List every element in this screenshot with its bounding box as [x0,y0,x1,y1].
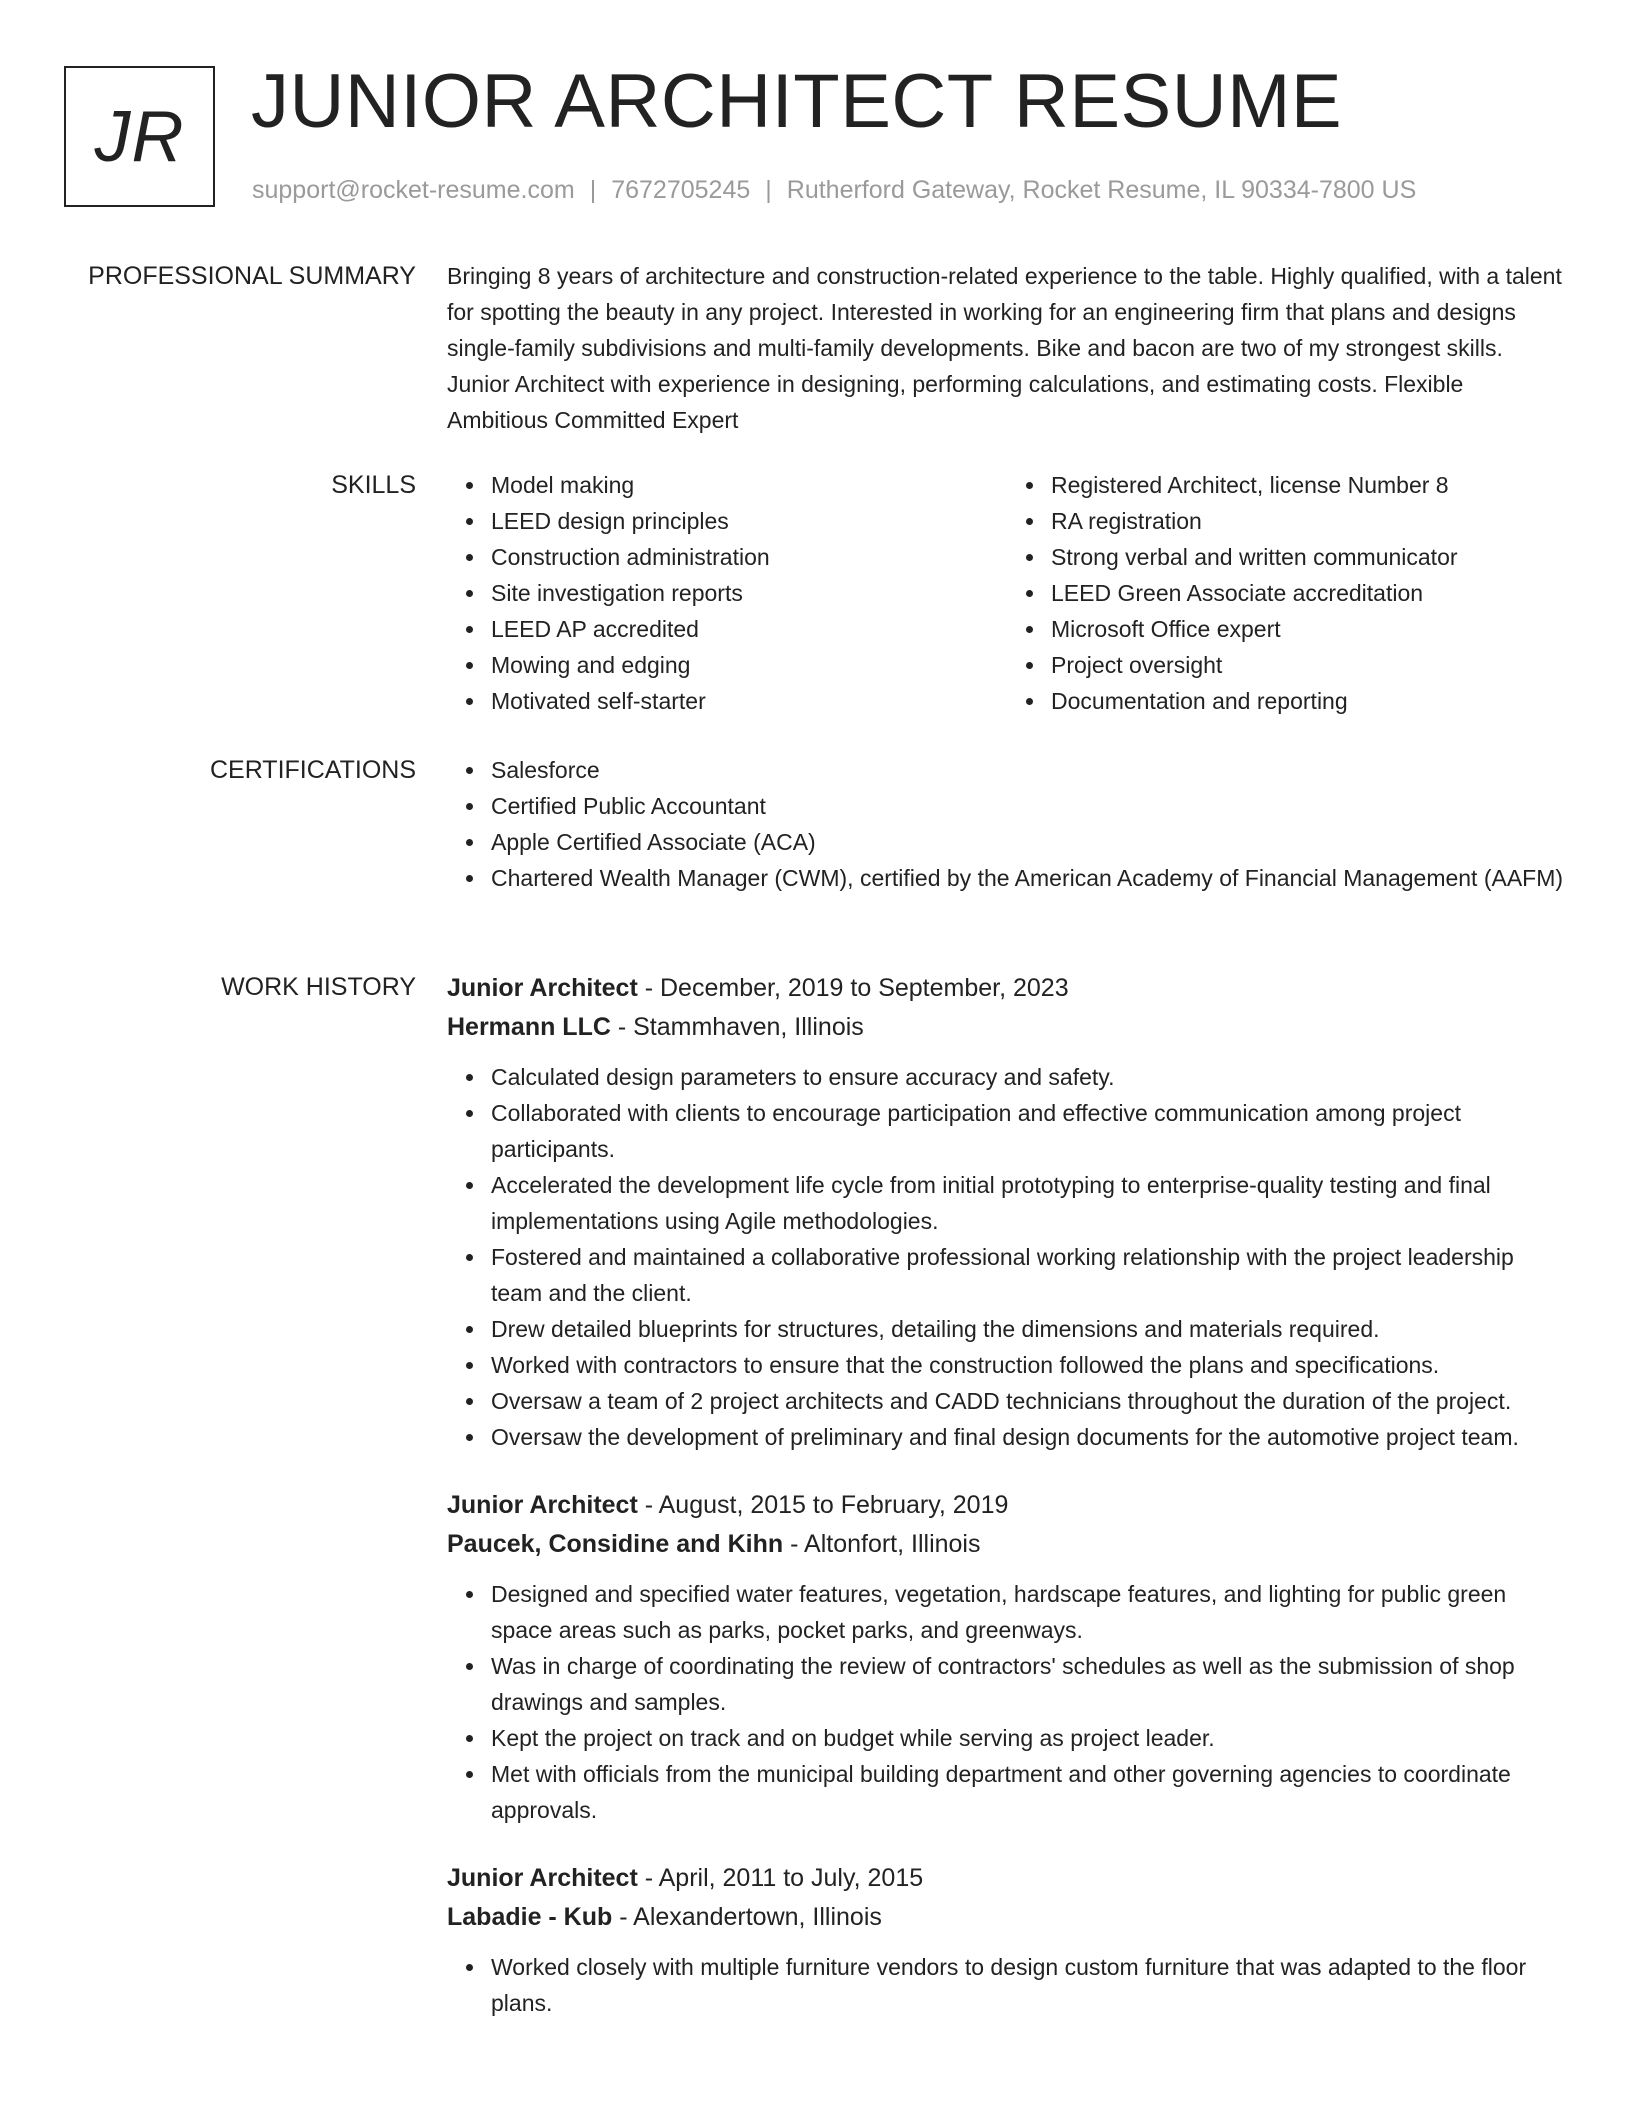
job-location: - Stammhaven, Illinois [617,1013,864,1041]
job-entry [447,969,1567,1455]
skill-item: Registered Architect, license Number 8 [1051,467,1567,503]
job-duty: Worked with contractors to ensure that the construction followed the plans and specifications. [491,1347,1567,1383]
summary-heading: PROFESSIONAL SUMMARY [88,262,416,290]
skill-item: Strong verbal and written communicator [1051,539,1567,575]
job-duty: Collaborated with clients to encourage participation and effective communication among project participants. [491,1095,1567,1167]
job-duty: Met with officials from the municipal building department and other governing agencies to coordinate approvals. [491,1756,1567,1828]
contact-address: Rutherford Gateway, Rocket Resume, IL 90334-7800 US [786,176,1417,204]
certifications-list [447,752,1567,896]
skills-list-right [1007,467,1567,719]
skills-heading: SKILLS [331,471,416,499]
job-entry [447,1859,1567,2021]
certification-item: Apple Certified Associate (ACA) [491,824,1567,860]
job-company: Paucek, Considine and Kihn [447,1530,784,1558]
job-title-line [447,1486,1567,1525]
job-dates: - April, 2011 to July, 2015 [644,1864,924,1892]
job-duty: Calculated design parameters to ensure accuracy and safety. [491,1059,1567,1095]
skills-list-left [447,467,1007,719]
certification-item: Salesforce [491,752,1567,788]
job-duty: Kept the project on track and on budget while serving as project leader. [491,1720,1567,1756]
job-duty: Fostered and maintained a collaborative professional working relationship with the project leadership team and the client. [491,1239,1567,1311]
monogram: JR [64,66,215,207]
job-dates: - December, 2019 to September, 2023 [644,974,1069,1002]
job-company-line [447,1898,1567,1937]
job-entry [447,1486,1567,1828]
job-company: Hermann LLC [447,1013,611,1041]
certification-item: Chartered Wealth Manager (CWM), certified by the American Academy of Financial Management (AAFM) [491,860,1567,896]
job-title: Junior Architect [447,974,638,1002]
resume-title: JUNIOR ARCHITECT RESUME [251,59,1343,144]
contact-phone: 7672705245 [611,176,751,204]
job-duties [447,1949,1567,2021]
contact-email: support@rocket-resume.com [252,176,575,204]
skill-item: LEED AP accredited [491,611,1007,647]
skill-item: Construction administration [491,539,1007,575]
skill-item: Model making [491,467,1007,503]
contact-separator: | [765,176,772,204]
skill-item: Mowing and edging [491,647,1007,683]
skill-item: LEED Green Associate accreditation [1051,575,1567,611]
job-duty: Oversaw a team of 2 project architects and CADD technicians throughout the duration of the project. [491,1383,1567,1419]
job-duty: Designed and specified water features, vegetation, hardscape features, and lighting for public green space areas such as parks, pocket parks, and greenways. [491,1576,1567,1648]
contact-separator: | [589,176,597,204]
job-duty: Drew detailed blueprints for structures, detailing the dimensions and materials required. [491,1311,1567,1347]
summary-text: Bringing 8 years of architecture and construction-related experience to the table. Highly qualified, with a talent for spotting the beauty in any project. Interested in working for an engineering firm that plans and designs single-family subdivisions and multi-family developments. Bike and bacon are two of my strongest skills. Junior Architect with experience in designing, performing calculations, and estimating costs. Flexible Ambitious Committed Expert [447,263,1562,433]
skill-item: RA registration [1051,503,1567,539]
job-duties [447,1576,1567,1828]
job-company: Labadie - Kub [447,1903,613,1931]
job-dates: - August, 2015 to February, 2019 [644,1491,1009,1519]
certification-item: Certified Public Accountant [491,788,1567,824]
certifications-heading: CERTIFICATIONS [209,756,416,784]
skill-item: Motivated self-starter [491,683,1007,719]
job-duty: Accelerated the development life cycle from initial prototyping to enterprise-quality testing and final implementations using Agile methodologies. [491,1167,1567,1239]
skill-item: Project oversight [1051,647,1567,683]
job-title: Junior Architect [447,1491,638,1519]
job-location: - Alexandertown, Illinois [619,1903,882,1931]
job-title-line [447,969,1567,1008]
contact-line [252,173,1416,207]
skill-item: Site investigation reports [491,575,1007,611]
skill-item: Microsoft Office expert [1051,611,1567,647]
job-company-line [447,1008,1567,1047]
work-history-heading: WORK HISTORY [221,973,416,1001]
skill-item: Documentation and reporting [1051,683,1567,719]
job-title: Junior Architect [447,1864,638,1892]
job-company-line [447,1525,1567,1564]
job-title-line [447,1859,1567,1898]
job-duties [447,1059,1567,1455]
job-location: - Altonfort, Illinois [790,1530,981,1558]
job-duty: Was in charge of coordinating the review of contractors' schedules as well as the submission of shop drawings and samples. [491,1648,1567,1720]
job-duty: Worked closely with multiple furniture vendors to design custom furniture that was adapted to the floor plans. [491,1949,1567,2021]
skill-item: LEED design principles [491,503,1007,539]
job-duty: Oversaw the development of preliminary and final design documents for the automotive project team. [491,1419,1567,1455]
